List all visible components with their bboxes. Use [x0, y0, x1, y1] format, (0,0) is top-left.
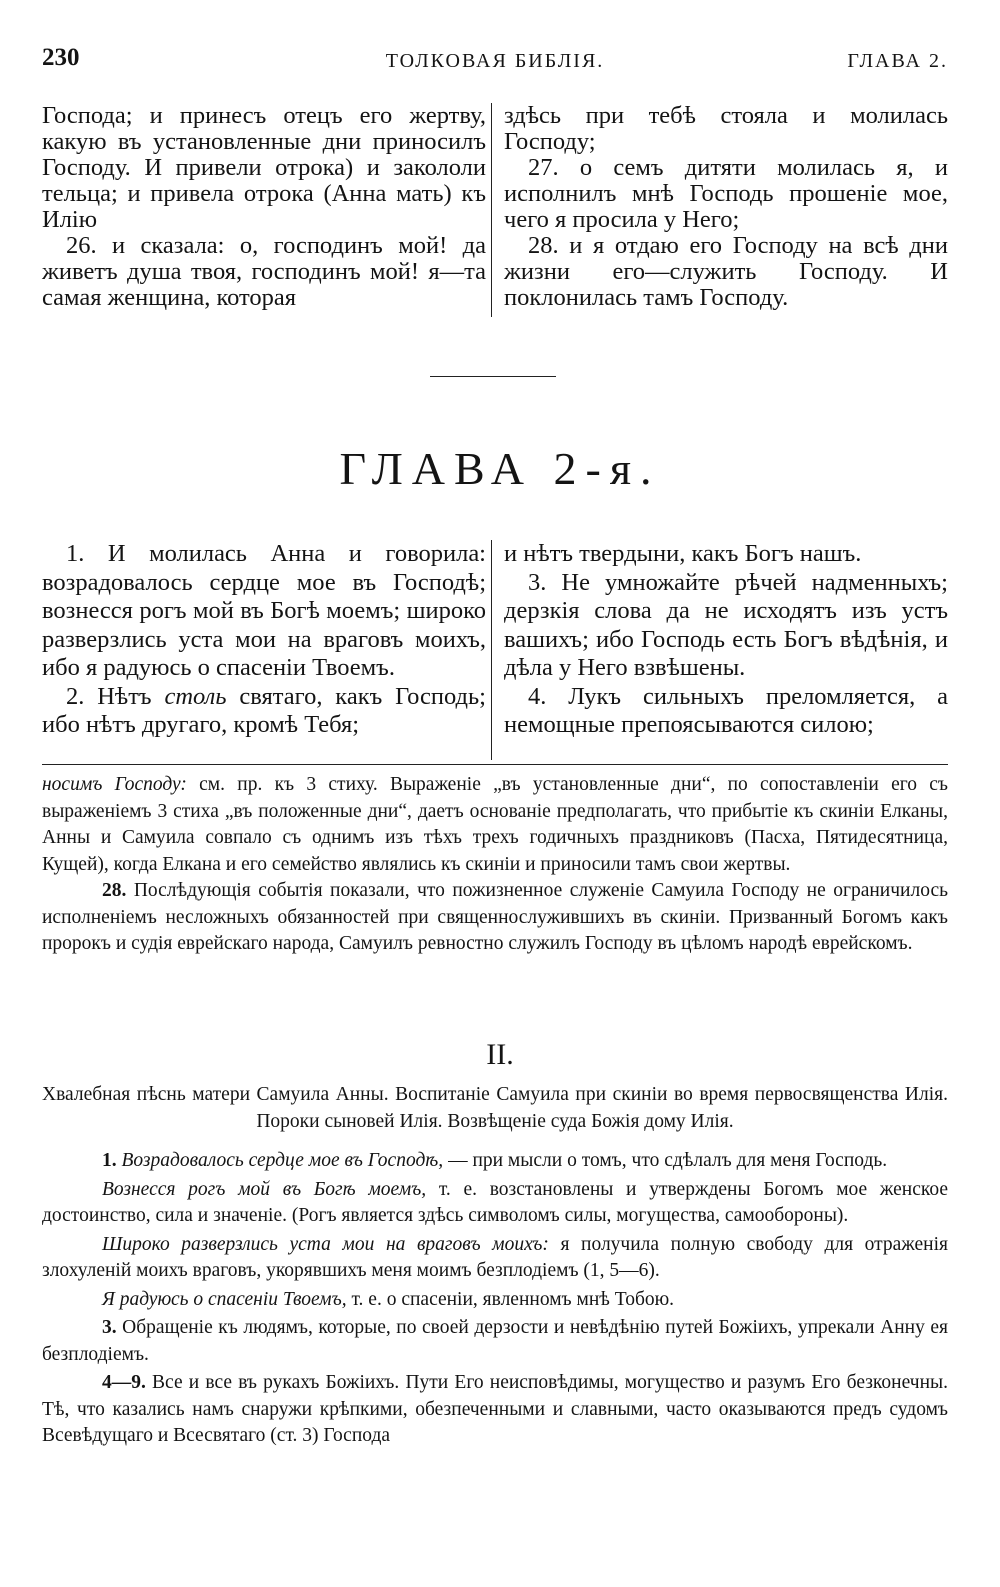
running-title: ТОЛКОВАЯ БИБЛІЯ.: [385, 50, 605, 72]
column-divider: [491, 103, 492, 317]
right-column: [504, 103, 948, 321]
verse-4: 4. Лукъ сильныхъ преломляется, а немощные препоясываются силою;: [504, 682, 948, 738]
commentary-paragraph: Широко разверзлись уста мои на враговъ моихъ: я получила полную свободу для отраженія злохуленій моихъ враговъ, укорявшихъ меня моимъ безплодіемъ (1, 5—6).: [42, 1233, 948, 1281]
commentary-paragraph: 28. Послѣдующія событія показали, что пожизненное служеніе Самуила Господу не ограничилось исполненіемъ несложныхъ обязанностей при священнослужившихъ въ скиніи. Призванный Богомъ какъ пророкъ и судія еврейскаго народа, Самуилъ ревностно служилъ Господу въ цѣломъ народѣ еврейскомъ.: [42, 880, 948, 954]
left-column: [42, 540, 486, 762]
verse-3: 3. Не умножайте рѣчей надменныхъ; дерзкія слова да не исходятъ изъ устъ вашихъ; ибо Господь есть Богъ вѣдѣнія, и дѣла у Него взвѣшены.: [504, 568, 948, 681]
commentary-paragraph: Я радуюсь о спасеніи Твоемъ, т. е. о спасеніи, явленномъ мнѣ Тобою.: [102, 1288, 675, 1310]
commentary-paragraph: 4—9. Все и все въ рукахъ Божіихъ. Пути Его неисповѣдимы, могущество и разумъ Его безконечны. Тѣ, что казались намъ снаружи крѣпкими, обезпеченными и славными, часто оказываются предъ судомъ Всевѣдущаго и Всесвятаго (ст. 3) Господа: [42, 1372, 948, 1446]
top-verse-columns: [42, 103, 948, 321]
section-summary: Хвалебная пѣснь матери Самуила Анны. Воспитаніе Самуила при скиніи во время первосвященства Илія. Пороки сыновей Илія. Возвѣщеніе суда Божія дому Илія.: [42, 1084, 948, 1132]
italic-word: столь: [164, 682, 227, 710]
commentary-block-2: [42, 1148, 948, 1452]
verse-28: 28. и я отдаю его Господу на всѣ дни жизни его—служить Господу. И поклонилась тамъ Господу.: [504, 232, 948, 311]
verse-26: 26. и сказала: о, господинъ мой! да живетъ душа твоя, господинъ мой! я—та самая женщина, которая: [42, 232, 486, 311]
commentary-separator: [42, 764, 948, 765]
chapter-verse-columns: [42, 540, 948, 762]
verse-1: 1. И молилась Анна и говорила: возрадовалось сердце мое въ Господѣ; вознесся рогъ мой въ Богѣ моемъ; широко разверзлись уста мои на враговъ моихъ, ибо я радуюсь о спасеніи Твоемъ.: [42, 540, 486, 681]
left-column: [42, 103, 486, 321]
verse-27: 27. о семъ дитяти молилась я, и исполнилъ мнѣ Господь прошеніе мое, чего я просила у Него;: [504, 154, 948, 233]
right-column: [504, 540, 948, 762]
commentary-paragraph: носимъ Господу: см. пр. къ 3 стиху. Выраженіе „въ установленные дни“, по сопоставленіи его съ выраженіемъ 3 стиха „въ положенные дни“, даетъ основаніе предполагать, что прибытіе къ скиніи Елканы, Анны и Самуила совпало съ однимъ изъ тѣхъ трехъ годичныхъ праздниковъ (Пасха, Пятидесятница, Кущей), когда Елкана и его семейство являлись къ скиніи и приносили тамъ свои жертвы.: [42, 774, 948, 875]
commentary-paragraph: Вознесся рогъ мой въ Богѣ моемъ, т. е. возстановлены и утверждены Богомъ мое женское достоинство, сила и значеніе. (Рогъ является здѣсь символомъ силы, могущества, самообороны).: [42, 1178, 948, 1226]
page-header: [42, 44, 948, 78]
running-chapter-label: ГЛАВА 2.: [847, 50, 948, 72]
commentary-paragraph: 1. Возрадовалось сердце мое въ Господѣ, — при мысли о томъ, что сдѣлалъ для меня Господь.: [102, 1150, 888, 1171]
section-ornament-rule: [430, 376, 556, 377]
verse-2: 2. Нѣтъ столь святаго, какъ Господь; ибо нѣтъ другаго, кромѣ Тебя;: [42, 682, 486, 738]
commentary-paragraph: 3. Обращеніе къ людямъ, которые, по своей дерзости и невѣдѣнію путей Божіихъ, упрекали Анну ея безплодіемъ.: [42, 1317, 948, 1365]
verse-text: и нѣтъ твердыни, какъ Богъ нашъ.: [504, 540, 862, 567]
verse-text: здѣсь при тебѣ стояла и молилась Господу;: [504, 102, 948, 155]
verse-text: Господа; и принесъ отецъ его жертву, какую въ установленные дни приносилъ Господу. И привели отрока) и закололи тельца; и привела отрока (Анна мать) къ Илію: [42, 102, 486, 233]
column-divider: [491, 540, 492, 760]
commentary-block-1: [42, 772, 948, 958]
page-number: 230: [42, 44, 80, 71]
section-number: II.: [486, 1038, 514, 1071]
chapter-title: ГЛАВА 2-я.: [339, 443, 661, 494]
